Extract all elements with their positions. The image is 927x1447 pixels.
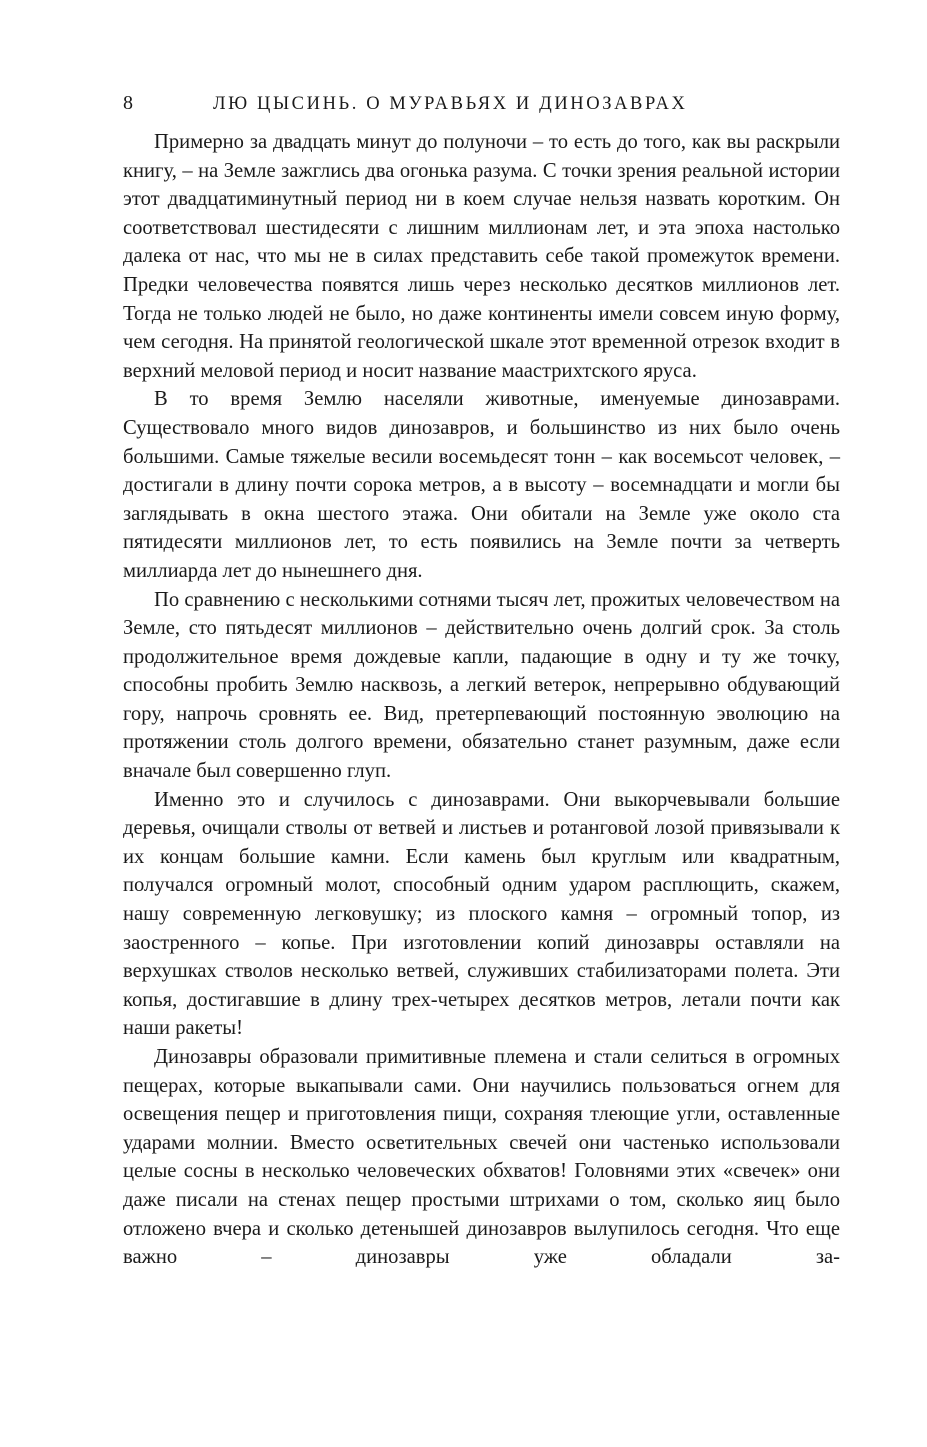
paragraph: По сравнению с несколькими сотнями тысяч лет, прожитых человечеством на Земле, сто пятьдесят миллионов – действительно очень долгий срок. За столь продолжительное время дождевые капли, падающие в одну и ту же точку, способны пробить Землю насквозь, а легкий ветерок, непрерывно обдувающий гору, напрочь сровнять ее. Вид, претерпевающий постоянную эволюцию на протяжении столь долгого времени, обязательно станет разумным, даже если вначале был совершенно глуп. (123, 588, 840, 783)
book-page (123, 92, 840, 1272)
paragraph: В то время Землю населяли животные, именуемые динозаврами. Существовало много видов динозавров, и большинство из них было очень большими. Самые тяжелые весили восемьдесят тонн – как восемьсот человек, – достигали в длину почти сорока метров, а в высоту – восемнадцати и могли бы заглядывать в окна шестого этажа. Они обитали на Земле уже около ста пятидесяти миллионов лет, то есть появились на Земле почти за четверть миллиарда лет до нынешнего дня. (123, 388, 840, 582)
page-number: 8 (123, 92, 133, 114)
running-title: ЛЮ ЦЫСИНЬ. О МУРАВЬЯХ И ДИНОЗАВРАХ (213, 94, 688, 114)
running-head (123, 92, 840, 118)
paragraph: Именно это и случилось с динозаврами. Они выкорчевывали большие деревья, очищали стволы от ветвей и листьев и ротанговой лозой привязывали к их концам большие камни. Если камень был круглым или квадратным, получался огромный молот, способный одним ударом расплющить, скажем, нашу современную легковушку; из плоского камня – огромный топор, из заостренного – копье. При изготовлении копий динозавры оставляли на верхушках стволов несколько ветвей, служивших стабилизаторами полета. Эти копья, достигавшие в длину трех-четырех десятков метров, летали почти как наши ракеты! (123, 788, 840, 1040)
body-text (123, 128, 840, 1272)
paragraph: Динозавры образовали примитивные племена и стали селиться в огромных пещерах, которые выкапывали сами. Они научились пользоваться огнем для освещения пещер и приготовления пищи, сохраняя тлеющие угли, оставленные ударами молнии. Вместо осветительных свечей они частенько использовали целые сосны в несколько человеческих обхватов! Головнями этих «свечек» они даже писали на стенах пещер простыми штрихами о том, сколько яиц было отложено вчера и сколько детенышей динозавров вылупилось сегодня. Что еще важно – динозавры уже обладали за- (123, 1046, 840, 1269)
paragraph: Примерно за двадцать минут до полуночи – то есть до того, как вы раскрыли книгу, – на Земле зажглись два огонька разума. С точки зрения реальной истории этот двадцатиминутный период ни в коем случае нельзя назвать коротким. Он соответствовал шестидесяти с лишним миллионам лет, и эта эпоха настолько далека от нас, что мы не в силах представить себе такой промежуток времени. Предки человечества появятся лишь через несколько десятков миллионов лет. Тогда не только людей не было, но даже континенты имели совсем иную форму, чем сегодня. На принятой геологической шкале этот временной отрезок входит в верхний меловой период и носит название маастрихтского яруса. (123, 131, 840, 382)
